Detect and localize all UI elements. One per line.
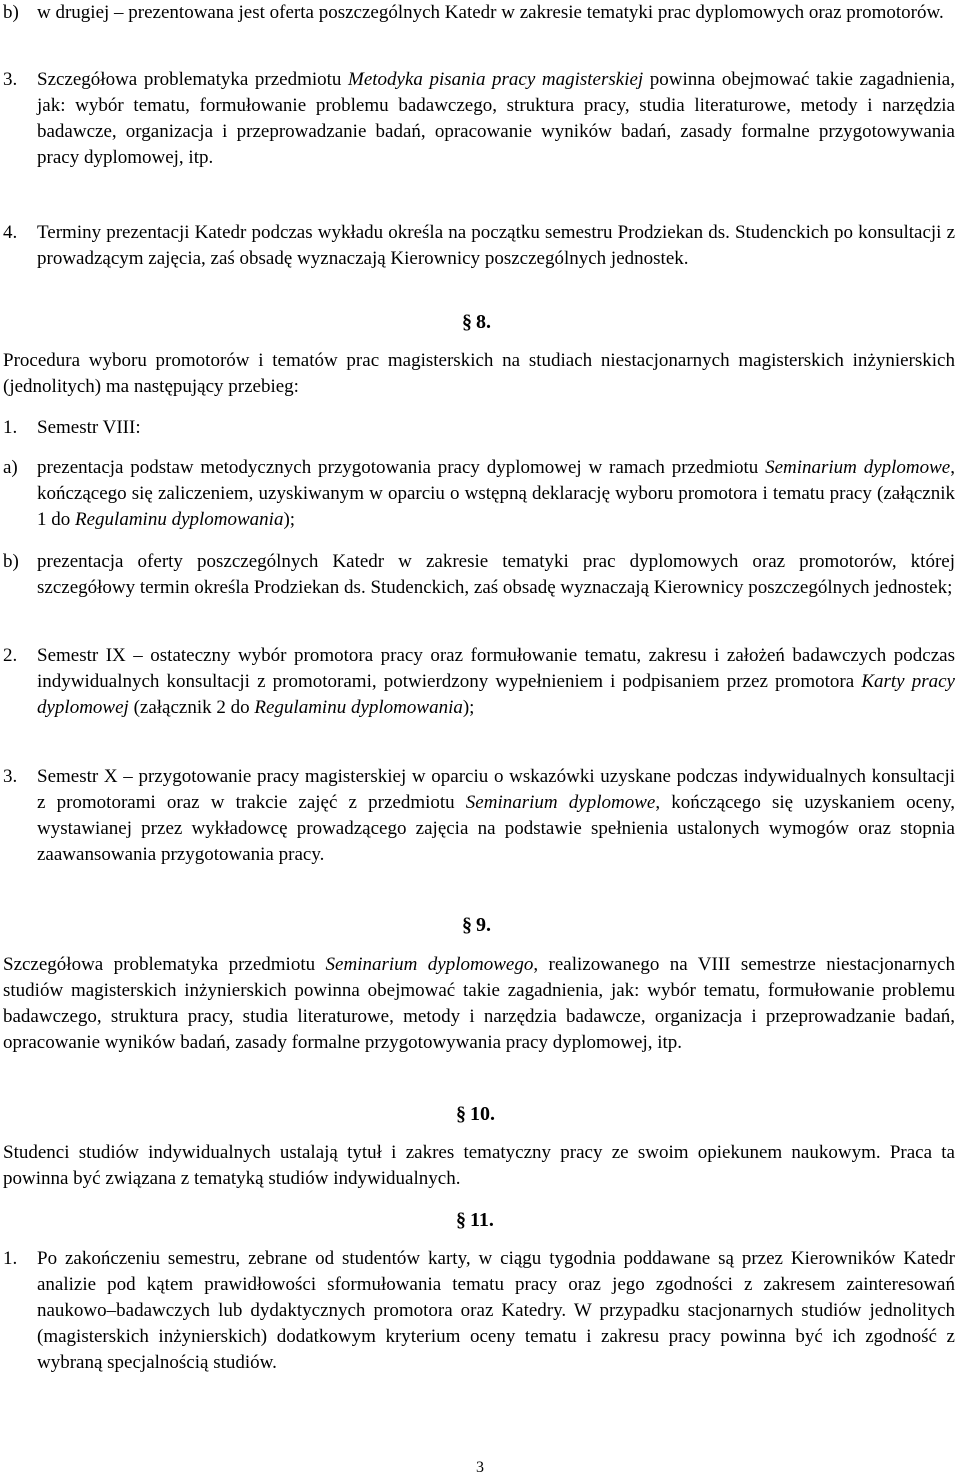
italic-title: Karty pracy dyplomowej xyxy=(37,671,955,718)
section-heading-10 xyxy=(456,1101,495,1127)
italic-title: Seminarium dyplomowe xyxy=(465,792,656,813)
list-marker: 4. xyxy=(3,222,18,243)
list-item-b-top xyxy=(3,0,955,26)
text-run: ); xyxy=(283,509,296,530)
list-item-3b xyxy=(3,764,955,868)
section-8-intro: Procedura wyboru promotorów i tematów prac magisterskich na studiach niestacjonarnych magisterskich inżynierskich (jednolitych) ma następujący przebieg: xyxy=(3,350,955,397)
text-run: Szczegółowa problematyka przedmiotu xyxy=(3,954,326,975)
list-marker: 3. xyxy=(3,69,18,90)
list-marker: b) xyxy=(3,551,19,572)
text-run: powinna obejmować takie zagadnienia, jak: wybór tematu, formułowanie problemu badawczego, struktura pracy, studia literaturowe, metody i narzędzia badawcze, organizacja i przeprowadzanie badań, opracowanie wyników badań, zasady formalne przygotowywania pracy dyplomowej, itp. xyxy=(37,69,955,168)
section-number: 11. xyxy=(470,1209,494,1231)
text-run: Semestr X – przygotowanie pracy magisterskiej w oparciu o wskazówki uzyskane podczas indywidualnych konsultacji z promotorami oraz w trakcie zajęć z przedmiotu xyxy=(37,766,955,813)
section-heading-9 xyxy=(462,912,491,938)
italic-title: Seminarium dyplomowego xyxy=(325,954,534,975)
text-run: , realizowanego na VIII semestrze niestacjonarnych studiów magisterskich inżynierskich powinna obejmować takie zagadnienia, jak: wybór tematu, formułowanie problemu badawczego, struktura pracy, studia literaturowe, metody i narzędzia badawcze, organizacja i przeprowadzanie badań, opracowanie wyników badań, zasady formalne przygotowywania pracy dyplomowej, itp. xyxy=(3,954,955,1053)
sub-item-b xyxy=(3,549,955,601)
list-item-text: Semestr VIII: xyxy=(37,417,141,438)
section-heading-11 xyxy=(456,1207,494,1233)
section-symbol: § xyxy=(456,1209,466,1231)
text-run: , kończącego się uzyskaniem oceny, wystawianej przez wykładowcę prowadzącego zajęcia na podstawie spełnienia ustalonych wymogów oraz stopnia zaawansowania przygotowania pracy. xyxy=(37,792,956,865)
text-run: prezentacja podstaw metodycznych przygotowania pracy dyplomowej w ramach przedmiotu xyxy=(37,457,766,478)
text-run: Szczegółowa problematyka przedmiotu xyxy=(37,69,348,90)
section-heading-8 xyxy=(462,309,491,335)
text-run: Semestr IX – ostateczny wybór promotora pracy oraz formułowanie tematu, zakresu i założeń badawczych podczas indywidualnych konsultacji z promotorami, potwierdzony wypełnieniem i podpisaniem przez promotora xyxy=(37,645,955,692)
italic-title: Regulaminu dyplomowania xyxy=(254,697,463,718)
list-item-text: prezentacja oferty poszczególnych Katedr w zakresie tematyki prac dyplomowych oraz promotorów, której szczegółowy termin określa Prodziekan ds. Studenckich, zaś obsadę wyznaczają Kierownicy poszczególnych jednostek; xyxy=(37,551,955,598)
text-run: (załącznik 2 do xyxy=(128,697,255,718)
section-number: 8. xyxy=(476,311,491,333)
list-item-text xyxy=(37,455,955,533)
list-marker: 3. xyxy=(3,766,18,787)
list-marker: b) xyxy=(3,2,19,23)
list-item-text xyxy=(37,643,955,721)
sub-item-a xyxy=(3,455,955,533)
section-10-text: Studenci studiów indywidualnych ustalają tytuł i zakres tematyczny pracy ze swoim opiekunem naukowym. Praca ta powinna być związana z tematyką studiów indywidualnych. xyxy=(3,1142,955,1189)
section-symbol: § xyxy=(462,914,472,936)
list-item-2 xyxy=(3,643,955,721)
list-item-1 xyxy=(3,415,955,441)
italic-title: Metodyka pisania pracy magisterskiej xyxy=(348,69,644,90)
list-marker: 1. xyxy=(3,417,18,438)
section-number: 9. xyxy=(476,914,491,936)
section-number: 10. xyxy=(470,1103,495,1125)
italic-title: Regulaminu dyplomowania xyxy=(75,509,284,530)
list-item-text: Po zakończeniu semestru, zebrane od studentów karty, w ciągu tygodnia poddawane są przez Kierowników Katedr analizie pod kątem prawidłowości sformułowania tematu pracy oraz jego zgodności z zakresem zainteresowań naukowo–badawczych lub dydaktycznych promotora oraz Katedry. W przypadku stacjonarnych studiów jednolitych (magisterskich inżynierskich) dodatkowym kryterium oceny tematu i zakresu pracy powinna być ich zgodność z wybraną specjalnością studiów. xyxy=(37,1248,955,1373)
list-marker: 1. xyxy=(3,1248,18,1269)
list-item-text: w drugiej – prezentowana jest oferta poszczególnych Katedr w zakresie tematyki prac dyplomowych oraz promotorów. xyxy=(37,2,944,23)
section-symbol: § xyxy=(456,1103,466,1125)
list-item-text xyxy=(37,67,955,171)
list-item-3 xyxy=(3,67,955,171)
text-run: , kończącego się zaliczeniem, uzyskiwanym w oparciu o wstępną deklarację wyboru promotora i tematu pracy (załącznik 1 do xyxy=(37,457,955,530)
section-symbol: § xyxy=(462,311,472,333)
list-item-4 xyxy=(3,220,955,272)
section-9-text xyxy=(3,952,955,1056)
list-item-text xyxy=(37,764,955,868)
text-run: ); xyxy=(462,697,475,718)
list-item-11-1 xyxy=(3,1246,955,1376)
list-item-text: Terminy prezentacji Katedr podczas wykładu określa na początku semestru Prodziekan ds. Studenckich po konsultacji z prowadzącym zajęcia, zaś obsadę wyznaczają Kierownicy poszczególnych jednostek. xyxy=(37,222,955,269)
list-marker: a) xyxy=(3,457,18,478)
page-number: 3 xyxy=(476,1459,484,1476)
italic-title: Seminarium dyplomowe xyxy=(765,457,951,478)
list-marker: 2. xyxy=(3,645,18,666)
